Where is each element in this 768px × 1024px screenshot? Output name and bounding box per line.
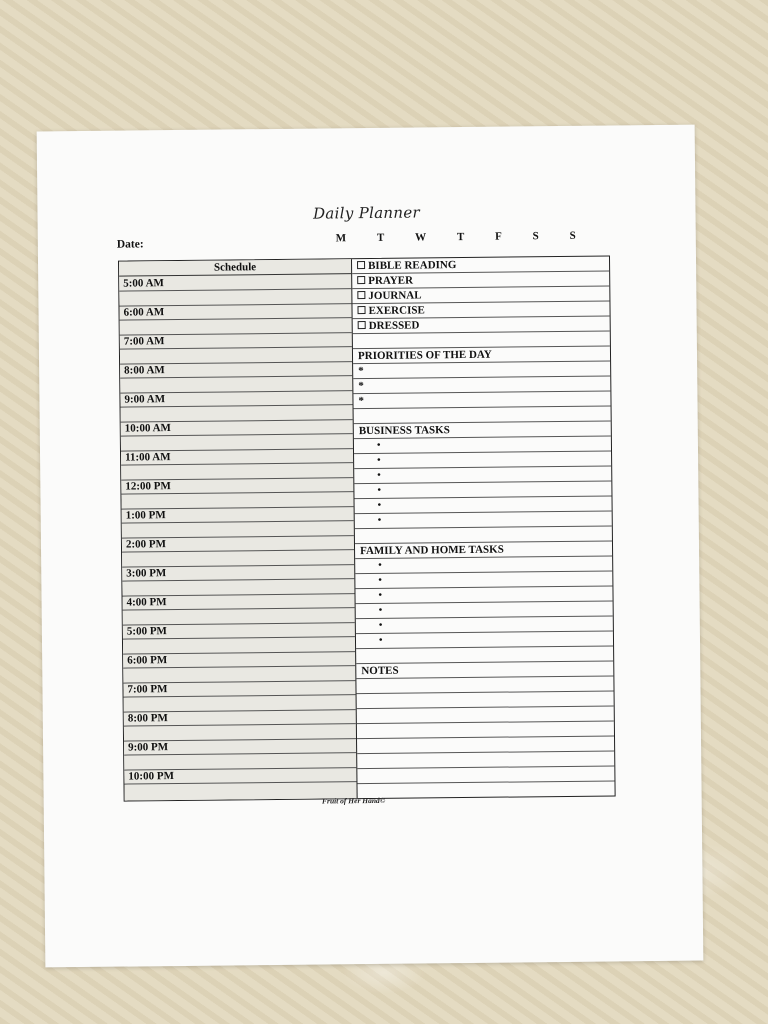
family-task-item: •: [356, 616, 613, 634]
day-letter: S: [569, 229, 576, 242]
hour-label: 10:00 PM: [124, 767, 356, 784]
schedule-hour: [121, 448, 353, 479]
schedule-hour: [124, 738, 356, 769]
checklist-label: DRESSED: [368, 319, 420, 333]
hour-label: 6:00 PM: [123, 651, 355, 668]
notes-heading: NOTES: [356, 661, 613, 679]
schedule-hour: [120, 361, 352, 392]
hour-label: 9:00 AM: [120, 390, 352, 407]
hour-label: 9:00 PM: [124, 738, 356, 755]
priority-item: *: [353, 391, 610, 409]
schedule-hour: [124, 767, 356, 798]
page-title: Daily Planner: [312, 203, 421, 223]
weekday-row: [336, 230, 576, 245]
hour-label: 6:00 AM: [119, 303, 351, 320]
day-letter: T: [456, 230, 465, 244]
hour-label: 3:00 PM: [122, 564, 354, 581]
priorities-heading: PRIORITIES OF THE DAY: [353, 346, 610, 364]
hour-list: [119, 274, 356, 798]
business-heading: BUSINESS TASKS: [354, 421, 611, 439]
priority-item: *: [353, 361, 610, 379]
task-column: [352, 256, 615, 798]
schedule-header: Schedule: [119, 259, 351, 276]
day-letter: M: [335, 232, 347, 245]
priority-item: *: [353, 376, 610, 394]
schedule-column: [119, 259, 358, 800]
family-task-item: •: [356, 601, 613, 619]
checklist-label: EXERCISE: [368, 304, 425, 318]
business-task-item: •: [355, 511, 612, 529]
planner-sheet: [37, 125, 704, 968]
checkbox-icon[interactable]: [357, 276, 365, 284]
family-task-item: •: [355, 571, 612, 589]
checkbox-icon[interactable]: [357, 261, 365, 269]
checkbox-icon[interactable]: [357, 291, 365, 299]
hour-label: 2:00 PM: [122, 535, 354, 552]
schedule-hour: [121, 419, 353, 450]
hour-label: 11:00 AM: [121, 448, 353, 465]
business-task-item: •: [354, 436, 611, 454]
business-task-item: •: [354, 451, 611, 469]
schedule-hour: [119, 274, 351, 305]
business-task-item: •: [355, 496, 612, 514]
hour-label: 10:00 AM: [121, 419, 353, 436]
hour-label: 8:00 AM: [120, 361, 352, 378]
hour-label: 5:00 AM: [119, 274, 351, 291]
footer-credit: Fruit of Her Hand©: [321, 795, 386, 806]
hour-label: 7:00 AM: [120, 332, 352, 349]
checklist-label: JOURNAL: [368, 289, 422, 303]
hour-label: 7:00 PM: [123, 680, 355, 697]
day-letter: W: [415, 231, 427, 244]
schedule-hour: [120, 332, 352, 363]
family-task-item: •: [355, 556, 612, 574]
day-letter: F: [495, 230, 502, 243]
schedule-hour: [122, 564, 354, 595]
date-label: Date:: [116, 238, 144, 251]
schedule-hour: [124, 709, 356, 740]
schedule-hour: [123, 593, 355, 624]
planner-table: [118, 255, 616, 801]
hour-label: 1:00 PM: [122, 506, 354, 523]
family-task-item: •: [356, 631, 613, 649]
checklist-label: BIBLE READING: [368, 259, 457, 273]
checklist-label: PRAYER: [368, 274, 414, 288]
family-task-item: •: [355, 586, 612, 604]
schedule-hour: [119, 303, 351, 334]
hour-label: 4:00 PM: [123, 593, 355, 610]
business-task-item: •: [354, 466, 611, 484]
schedule-hour: [122, 506, 354, 537]
hour-label: 12:00 PM: [121, 477, 353, 494]
day-letter: S: [532, 230, 539, 243]
schedule-hour: [123, 651, 355, 682]
day-letter: T: [376, 231, 385, 244]
business-task-item: •: [354, 481, 611, 499]
schedule-hour: [122, 535, 354, 566]
checkbox-icon[interactable]: [358, 321, 366, 329]
checkbox-icon[interactable]: [357, 306, 365, 314]
hour-label: 5:00 PM: [123, 622, 355, 639]
family-heading: FAMILY AND HOME TASKS: [355, 541, 612, 559]
hour-label: 8:00 PM: [124, 709, 356, 726]
schedule-hour: [121, 477, 353, 508]
schedule-hour: [123, 622, 355, 653]
schedule-hour: [120, 390, 352, 421]
schedule-hour: [123, 680, 355, 711]
